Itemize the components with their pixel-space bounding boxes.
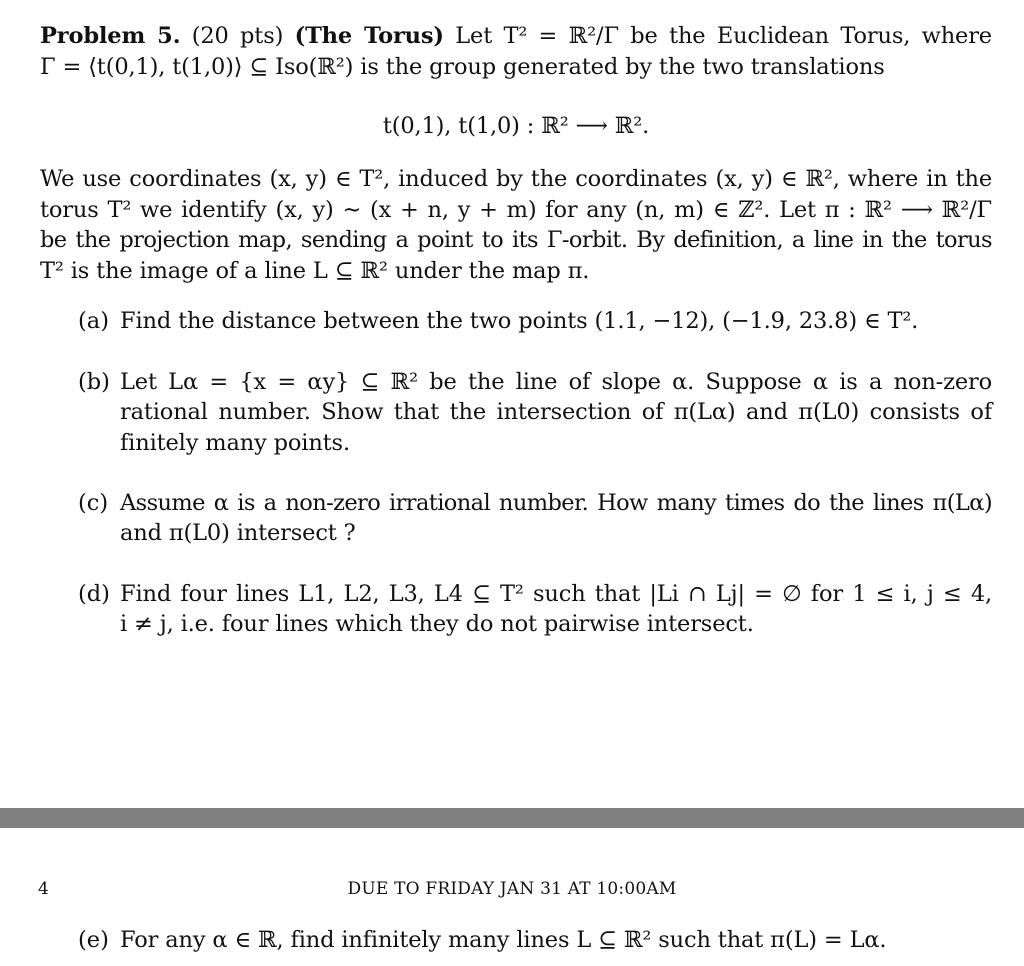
part-c-line-1: Assume α is a non-zero irrational number. How many times do the lines π(Lα) [120, 490, 992, 516]
display-equation: t(0,1), t(1,0) : ℝ² ⟶ ℝ². [382, 113, 650, 139]
page-separator-bar [0, 808, 1024, 828]
part-d-label: (d) [78, 581, 110, 607]
page-number: 4 [38, 879, 49, 899]
part-c-line-2: and π(L0) intersect ? [120, 520, 356, 546]
part-a-line-1: Find the distance between the two points (1.1, −12), (−1.9, 23.8) ∈ T². [120, 308, 919, 334]
paragraph-line-4: T² is the image of a line L ⊆ ℝ² under the map π. [40, 258, 590, 284]
problem-heading: Problem 5 [40, 23, 173, 49]
part-d-line-2: i ≠ j, i.e. four lines which they do not pairwise intersect. [120, 611, 754, 637]
part-b-line-3: finitely many points. [120, 430, 350, 456]
part-d-line-1: Find four lines L1, L2, L3, L4 ⊆ T² such that |Li ∩ Lj| = ∅ for 1 ≤ i, j ≤ 4, [120, 581, 992, 607]
part-e-label: (e) [78, 927, 109, 953]
part-b-label: (b) [78, 369, 110, 395]
paragraph-line-2: torus T² we identify (x, y) ∼ (x + n, y + m) for any (n, m) ∈ ℤ². Let π : ℝ² ⟶ ℝ²/Γ [40, 197, 992, 223]
problem-points: (20 pts) [191, 23, 284, 49]
part-c-label: (c) [78, 490, 109, 516]
part-b-line-2: rational number. Show that the intersection of π(Lα) and π(L0) consists of [120, 399, 992, 425]
part-b-line-1: Let Lα = {x = αy} ⊆ ℝ² be the line of slope α. Suppose α is a non-zero [120, 369, 992, 395]
intro-text-1: Let T² = ℝ²/Γ be the Euclidean Torus, where [455, 23, 992, 49]
due-date-header: DUE TO FRIDAY JAN 31 AT 10:00AM [347, 879, 677, 899]
paragraph-line-1: We use coordinates (x, y) ∈ T², induced by the coordinates (x, y) ∈ ℝ², where in the [40, 166, 992, 192]
problem-intro-line-2: Γ = ⟨t(0,1), t(1,0)⟩ ⊆ Iso(ℝ²) is the group generated by the two translations [40, 54, 885, 80]
problem-intro-line-1: Problem 5. (20 pts) (The Torus) Let T² = ℝ²/Γ be the Euclidean Torus, where [40, 23, 992, 49]
part-a-label: (a) [78, 308, 109, 334]
problem-title: (The Torus) [294, 23, 444, 49]
paragraph-line-3: be the projection map, sending a point to its Γ-orbit. By definition, a line in the torus [40, 227, 992, 253]
part-e-line-1: For any α ∈ ℝ, find infinitely many lines L ⊆ ℝ² such that π(L) = Lα. [120, 927, 887, 953]
